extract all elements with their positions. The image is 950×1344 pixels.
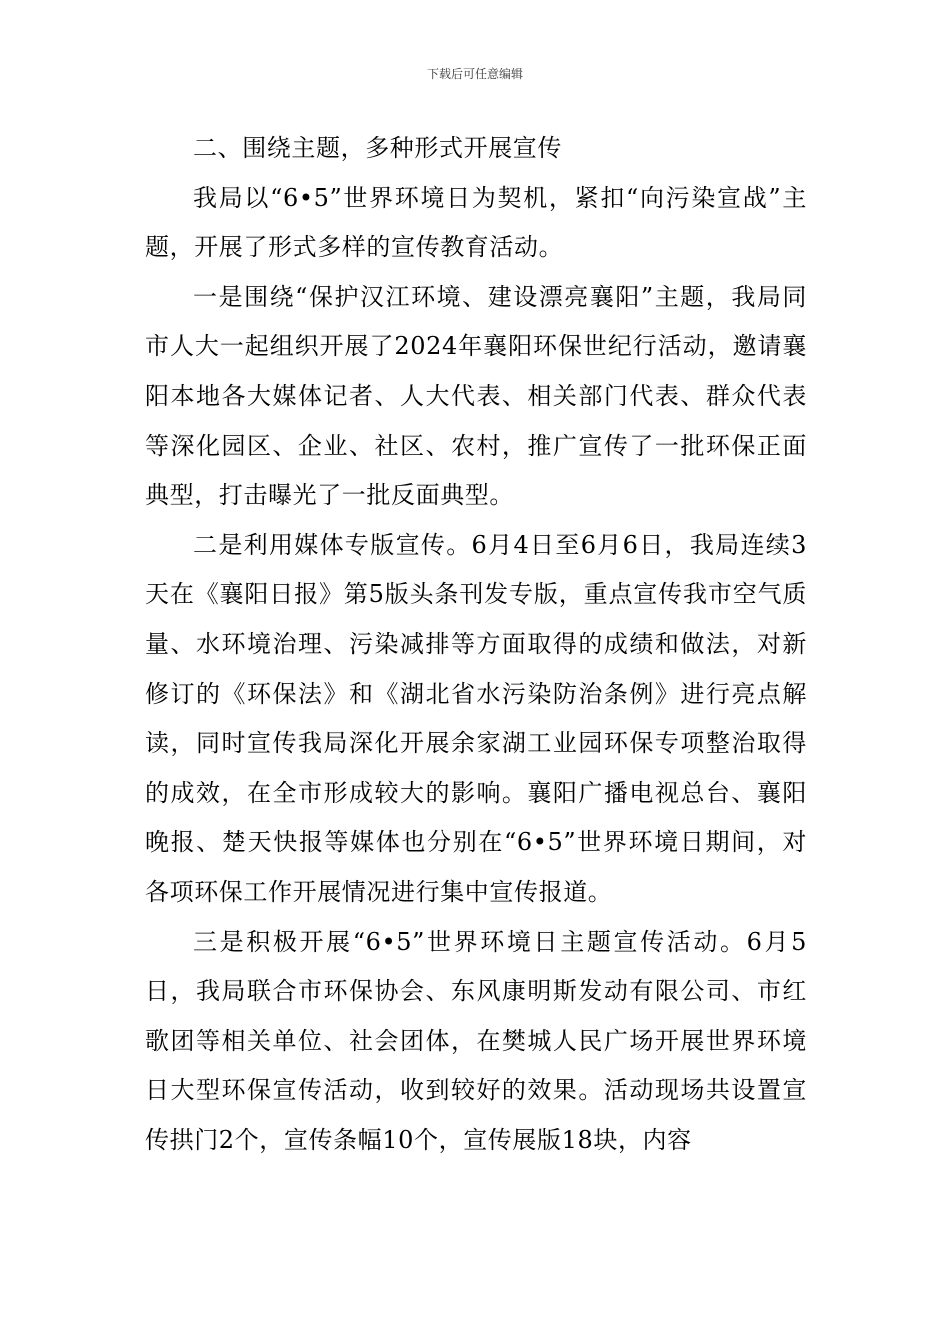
section-heading: 二、围绕主题，多种形式开展宣传	[193, 134, 562, 162]
page-header-note: 下载后可任意编辑	[426, 67, 523, 81]
paragraph-third-activity: 三是积极开展“6•5”世界环境日主题宣传活动。6月5日，我局联合市环保协会、东风康明斯发动有限公司、市红歌团等相关单位、社会团体，在樊城人民广场开展世界环境日大型环保宣传活动，收到较好的效果。活动现场共设置宣传拱门2个，宣传条幅10个，宣传展版18块，内容	[145, 927, 807, 1154]
paragraph-second-activity: 二是利用媒体专版宣传。6月4日至6月6日，我局连续3天在《襄阳日报》第5版头条刊发专版，重点宣传我市空气质量、水环境治理、污染减排等方面取得的成绩和做法，对新修订的《环保法》和《湖北省水污染防治条例》进行亮点解读，同时宣传我局深化开展余家湖工业园环保专项整治取得的成效，在全市形成较大的影响。襄阳广播电视总台、襄阳晚报、楚天快报等媒体也分别在“6•5”世界环境日期间，对各项环保工作开展情况进行集中宣传报道。	[145, 530, 807, 906]
document-body	[145, 124, 807, 1165]
paragraph-intro: 我局以“6•5”世界环境日为契机，紧扣“向污染宣战”主题，开展了形式多样的宣传教育活动。	[145, 183, 807, 262]
paragraph-first-activity: 一是围绕“保护汉江环境、建设漂亮襄阳”主题，我局同市人大一起组织开展了2024年襄阳环保世纪行活动，邀请襄阳本地各大媒体记者、人大代表、相关部门代表、群众代表等深化园区、企业、社区、农村，推广宣传了一批环保正面典型，打击曝光了一批反面典型。	[145, 282, 807, 510]
